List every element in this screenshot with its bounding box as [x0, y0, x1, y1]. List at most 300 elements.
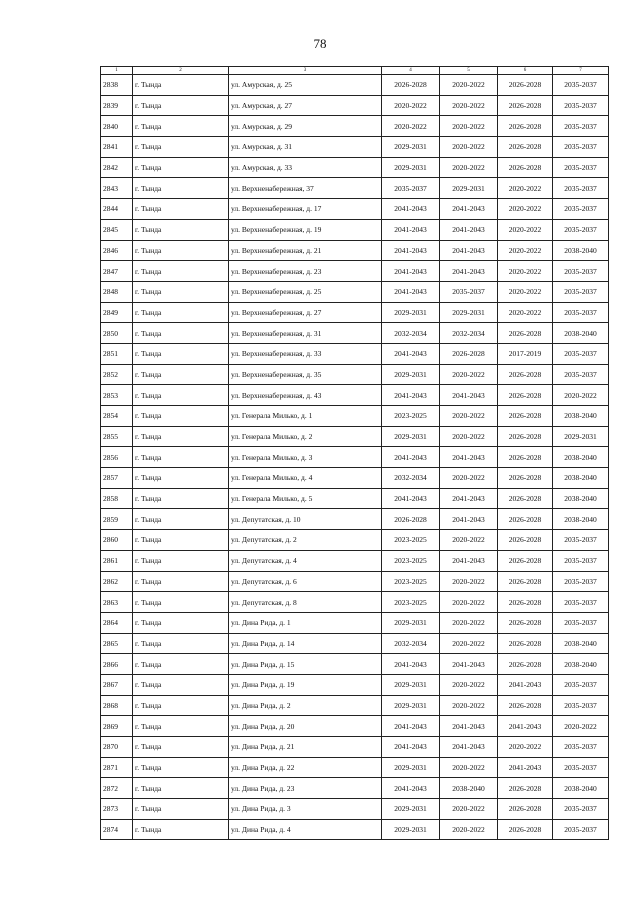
- period-cell: 2026-2028: [498, 426, 553, 447]
- period-cell: 2035-2037: [553, 612, 609, 633]
- period-cell: 2041-2043: [382, 716, 440, 737]
- housing-schedule-table: [100, 66, 609, 840]
- city-cell: г. Тында: [133, 633, 229, 654]
- address-cell: ул. Дина Рида, д. 4: [229, 819, 382, 840]
- city-cell: г. Тында: [133, 178, 229, 199]
- row-number: 2857: [101, 468, 133, 489]
- period-cell: 2035-2037: [553, 819, 609, 840]
- row-number: 2854: [101, 406, 133, 427]
- period-cell: 2026-2028: [382, 509, 440, 530]
- row-number: 2871: [101, 757, 133, 778]
- row-number: 2841: [101, 137, 133, 158]
- period-cell: 2020-2022: [553, 385, 609, 406]
- period-cell: 2020-2022: [440, 364, 498, 385]
- period-cell: 2038-2040: [553, 654, 609, 675]
- period-cell: 2026-2028: [498, 592, 553, 613]
- period-cell: 2020-2022: [440, 426, 498, 447]
- period-cell: 2020-2022: [440, 95, 498, 116]
- period-cell: 2020-2022: [498, 302, 553, 323]
- period-cell: 2029-2031: [440, 178, 498, 199]
- address-cell: ул. Верхненабережная, д. 17: [229, 199, 382, 220]
- period-cell: 2035-2037: [553, 364, 609, 385]
- row-number: 2849: [101, 302, 133, 323]
- city-cell: г. Тында: [133, 674, 229, 695]
- city-cell: г. Тында: [133, 323, 229, 344]
- period-cell: 2029-2031: [382, 302, 440, 323]
- address-cell: ул. Верхненабережная, д. 31: [229, 323, 382, 344]
- period-cell: 2038-2040: [553, 633, 609, 654]
- city-cell: г. Тында: [133, 612, 229, 633]
- period-cell: 2038-2040: [553, 323, 609, 344]
- period-cell: 2041-2043: [440, 385, 498, 406]
- row-number: 2872: [101, 778, 133, 799]
- address-cell: ул. Дина Рида, д. 15: [229, 654, 382, 675]
- period-cell: 2035-2037: [553, 137, 609, 158]
- city-cell: г. Тында: [133, 571, 229, 592]
- table-row: [101, 530, 609, 551]
- address-cell: ул. Генерала Милько, д. 1: [229, 406, 382, 427]
- table-row: [101, 281, 609, 302]
- table-row: [101, 488, 609, 509]
- period-cell: 2041-2043: [382, 261, 440, 282]
- address-cell: ул. Верхненабережная, д. 27: [229, 302, 382, 323]
- address-cell: ул. Дина Рида, д. 14: [229, 633, 382, 654]
- city-cell: г. Тында: [133, 426, 229, 447]
- period-cell: 2041-2043: [382, 281, 440, 302]
- city-cell: г. Тында: [133, 695, 229, 716]
- column-number: 1: [101, 67, 133, 75]
- row-number: 2844: [101, 199, 133, 220]
- period-cell: 2041-2043: [382, 343, 440, 364]
- period-cell: 2035-2037: [553, 674, 609, 695]
- period-cell: 2026-2028: [498, 137, 553, 158]
- period-cell: 2041-2043: [382, 219, 440, 240]
- row-number: 2847: [101, 261, 133, 282]
- row-number: 2858: [101, 488, 133, 509]
- period-cell: 2035-2037: [553, 302, 609, 323]
- period-cell: 2035-2037: [553, 219, 609, 240]
- city-cell: г. Тында: [133, 819, 229, 840]
- row-number: 2869: [101, 716, 133, 737]
- period-cell: 2020-2022: [440, 530, 498, 551]
- period-cell: 2026-2028: [498, 488, 553, 509]
- period-cell: 2035-2037: [382, 178, 440, 199]
- period-cell: 2029-2031: [382, 695, 440, 716]
- table-row: [101, 116, 609, 137]
- city-cell: г. Тында: [133, 509, 229, 530]
- city-cell: г. Тында: [133, 799, 229, 820]
- period-cell: 2026-2028: [498, 116, 553, 137]
- column-number-header: [101, 67, 609, 75]
- period-cell: 2026-2028: [498, 778, 553, 799]
- period-cell: 2017-2019: [498, 343, 553, 364]
- period-cell: 2020-2022: [498, 737, 553, 758]
- period-cell: 2026-2028: [498, 364, 553, 385]
- table-row: [101, 323, 609, 344]
- period-cell: 2035-2037: [440, 281, 498, 302]
- column-number: 5: [440, 67, 498, 75]
- row-number: 2868: [101, 695, 133, 716]
- row-number: 2863: [101, 592, 133, 613]
- period-cell: 2026-2028: [498, 530, 553, 551]
- table-row: [101, 819, 609, 840]
- page-number: 78: [313, 36, 327, 51]
- period-cell: 2041-2043: [440, 654, 498, 675]
- row-number: 2874: [101, 819, 133, 840]
- period-cell: 2041-2043: [440, 199, 498, 220]
- table-row: [101, 550, 609, 571]
- period-cell: 2041-2043: [498, 674, 553, 695]
- city-cell: г. Тында: [133, 157, 229, 178]
- period-cell: 2035-2037: [553, 199, 609, 220]
- city-cell: г. Тында: [133, 364, 229, 385]
- period-cell: 2020-2022: [498, 199, 553, 220]
- city-cell: г. Тында: [133, 447, 229, 468]
- period-cell: 2023-2025: [382, 550, 440, 571]
- table-row: [101, 302, 609, 323]
- address-cell: ул. Дина Рида, д. 21: [229, 737, 382, 758]
- row-number: 2842: [101, 157, 133, 178]
- address-cell: ул. Дина Рида, д. 2: [229, 695, 382, 716]
- period-cell: 2041-2043: [440, 219, 498, 240]
- period-cell: 2035-2037: [553, 695, 609, 716]
- city-cell: г. Тында: [133, 757, 229, 778]
- city-cell: г. Тында: [133, 385, 229, 406]
- period-cell: 2035-2037: [553, 757, 609, 778]
- period-cell: 2020-2022: [382, 95, 440, 116]
- address-cell: ул. Дина Рида, д. 22: [229, 757, 382, 778]
- city-cell: г. Тында: [133, 778, 229, 799]
- address-cell: ул. Дина Рида, д. 19: [229, 674, 382, 695]
- address-cell: ул. Депутатская, д. 8: [229, 592, 382, 613]
- row-number: 2859: [101, 509, 133, 530]
- city-cell: г. Тында: [133, 550, 229, 571]
- table-row: [101, 364, 609, 385]
- period-cell: 2023-2025: [382, 530, 440, 551]
- period-cell: 2035-2037: [553, 530, 609, 551]
- period-cell: 2029-2031: [382, 674, 440, 695]
- period-cell: 2041-2043: [440, 509, 498, 530]
- period-cell: 2038-2040: [553, 488, 609, 509]
- period-cell: 2041-2043: [440, 240, 498, 261]
- row-number: 2851: [101, 343, 133, 364]
- period-cell: 2035-2037: [553, 95, 609, 116]
- column-number: 6: [498, 67, 553, 75]
- table-body: [101, 75, 609, 840]
- table-row: [101, 468, 609, 489]
- table-row: [101, 695, 609, 716]
- row-number: 2861: [101, 550, 133, 571]
- row-number: 2850: [101, 323, 133, 344]
- period-cell: 2038-2040: [553, 778, 609, 799]
- period-cell: 2020-2022: [498, 240, 553, 261]
- period-cell: 2020-2022: [440, 592, 498, 613]
- row-number: 2860: [101, 530, 133, 551]
- city-cell: г. Тында: [133, 137, 229, 158]
- table-row: [101, 716, 609, 737]
- period-cell: 2020-2022: [440, 799, 498, 820]
- column-number: 3: [229, 67, 382, 75]
- period-cell: 2038-2040: [553, 447, 609, 468]
- period-cell: 2041-2043: [440, 716, 498, 737]
- table-row: [101, 737, 609, 758]
- table-row: [101, 157, 609, 178]
- row-number: 2867: [101, 674, 133, 695]
- period-cell: 2020-2022: [498, 219, 553, 240]
- period-cell: 2035-2037: [553, 157, 609, 178]
- column-number: 4: [382, 67, 440, 75]
- period-cell: 2041-2043: [440, 261, 498, 282]
- city-cell: г. Тында: [133, 592, 229, 613]
- table-row: [101, 757, 609, 778]
- row-number: 2839: [101, 95, 133, 116]
- period-cell: 2020-2022: [440, 75, 498, 96]
- address-cell: ул. Верхненабережная, д. 33: [229, 343, 382, 364]
- period-cell: 2020-2022: [440, 819, 498, 840]
- period-cell: 2020-2022: [440, 633, 498, 654]
- period-cell: 2041-2043: [382, 199, 440, 220]
- address-cell: ул. Верхненабережная, 37: [229, 178, 382, 199]
- period-cell: 2035-2037: [553, 261, 609, 282]
- period-cell: 2026-2028: [498, 654, 553, 675]
- period-cell: 2026-2028: [440, 343, 498, 364]
- period-cell: 2026-2028: [498, 95, 553, 116]
- period-cell: 2041-2043: [382, 737, 440, 758]
- table-row: [101, 612, 609, 633]
- table-row: [101, 447, 609, 468]
- period-cell: 2041-2043: [440, 488, 498, 509]
- period-cell: 2026-2028: [498, 406, 553, 427]
- period-cell: 2029-2031: [382, 757, 440, 778]
- address-cell: ул. Генерала Милько, д. 3: [229, 447, 382, 468]
- period-cell: 2026-2028: [498, 75, 553, 96]
- period-cell: 2035-2037: [553, 116, 609, 137]
- period-cell: 2041-2043: [382, 778, 440, 799]
- period-cell: 2020-2022: [440, 571, 498, 592]
- period-cell: 2032-2034: [382, 468, 440, 489]
- period-cell: 2020-2022: [498, 261, 553, 282]
- period-cell: 2020-2022: [440, 468, 498, 489]
- period-cell: 2020-2022: [440, 157, 498, 178]
- period-cell: 2038-2040: [553, 406, 609, 427]
- period-cell: 2026-2028: [498, 468, 553, 489]
- table-row: [101, 778, 609, 799]
- address-cell: ул. Амурская, д. 31: [229, 137, 382, 158]
- period-cell: 2041-2043: [382, 447, 440, 468]
- row-number: 2846: [101, 240, 133, 261]
- period-cell: 2026-2028: [498, 509, 553, 530]
- address-cell: ул. Генерала Милько, д. 4: [229, 468, 382, 489]
- period-cell: 2023-2025: [382, 571, 440, 592]
- address-cell: ул. Генерала Милько, д. 5: [229, 488, 382, 509]
- period-cell: 2041-2043: [382, 654, 440, 675]
- period-cell: 2032-2034: [382, 323, 440, 344]
- row-number: 2855: [101, 426, 133, 447]
- period-cell: 2026-2028: [498, 819, 553, 840]
- period-cell: 2029-2031: [553, 426, 609, 447]
- period-cell: 2029-2031: [382, 612, 440, 633]
- period-cell: 2023-2025: [382, 406, 440, 427]
- address-cell: ул. Верхненабережная, д. 23: [229, 261, 382, 282]
- period-cell: 2020-2022: [440, 757, 498, 778]
- city-cell: г. Тында: [133, 343, 229, 364]
- period-cell: 2020-2022: [440, 116, 498, 137]
- period-cell: 2020-2022: [440, 406, 498, 427]
- period-cell: 2041-2043: [382, 240, 440, 261]
- period-cell: 2029-2031: [440, 302, 498, 323]
- table-row: [101, 385, 609, 406]
- period-cell: 2035-2037: [553, 592, 609, 613]
- column-number: 2: [133, 67, 229, 75]
- period-cell: 2026-2028: [498, 571, 553, 592]
- table-row: [101, 406, 609, 427]
- period-cell: 2020-2022: [440, 674, 498, 695]
- address-cell: ул. Верхненабережная, д. 21: [229, 240, 382, 261]
- period-cell: 2026-2028: [498, 612, 553, 633]
- period-cell: 2038-2040: [553, 468, 609, 489]
- city-cell: г. Тында: [133, 737, 229, 758]
- address-cell: ул. Верхненабережная, д. 43: [229, 385, 382, 406]
- city-cell: г. Тында: [133, 281, 229, 302]
- address-cell: ул. Амурская, д. 33: [229, 157, 382, 178]
- address-cell: ул. Амурская, д. 29: [229, 116, 382, 137]
- city-cell: г. Тында: [133, 716, 229, 737]
- address-cell: ул. Верхненабережная, д. 35: [229, 364, 382, 385]
- period-cell: 2026-2028: [498, 695, 553, 716]
- table-row: [101, 178, 609, 199]
- city-cell: г. Тында: [133, 406, 229, 427]
- table-row: [101, 343, 609, 364]
- row-number: 2870: [101, 737, 133, 758]
- city-cell: г. Тында: [133, 95, 229, 116]
- city-cell: г. Тында: [133, 240, 229, 261]
- period-cell: 2029-2031: [382, 426, 440, 447]
- address-cell: ул. Депутатская, д. 2: [229, 530, 382, 551]
- table-row: [101, 592, 609, 613]
- address-cell: ул. Дина Рида, д. 3: [229, 799, 382, 820]
- period-cell: 2020-2022: [440, 137, 498, 158]
- period-cell: 2041-2043: [498, 716, 553, 737]
- period-cell: 2032-2034: [440, 323, 498, 344]
- table-row: [101, 654, 609, 675]
- period-cell: 2029-2031: [382, 364, 440, 385]
- row-number: 2873: [101, 799, 133, 820]
- period-cell: 2041-2043: [382, 385, 440, 406]
- period-cell: 2026-2028: [498, 157, 553, 178]
- table-row: [101, 240, 609, 261]
- city-cell: г. Тында: [133, 530, 229, 551]
- table-row: [101, 426, 609, 447]
- city-cell: г. Тында: [133, 488, 229, 509]
- row-number: 2843: [101, 178, 133, 199]
- table-row: [101, 799, 609, 820]
- period-cell: 2026-2028: [498, 385, 553, 406]
- address-cell: ул. Дина Рида, д. 1: [229, 612, 382, 633]
- table-row: [101, 75, 609, 96]
- address-cell: ул. Верхненабережная, д. 19: [229, 219, 382, 240]
- address-cell: ул. Амурская, д. 27: [229, 95, 382, 116]
- period-cell: 2035-2037: [553, 571, 609, 592]
- row-number: 2865: [101, 633, 133, 654]
- address-cell: ул. Депутатская, д. 10: [229, 509, 382, 530]
- table-row: [101, 509, 609, 530]
- address-cell: ул. Дина Рида, д. 20: [229, 716, 382, 737]
- row-number: 2862: [101, 571, 133, 592]
- address-cell: ул. Депутатская, д. 6: [229, 571, 382, 592]
- table-row: [101, 571, 609, 592]
- city-cell: г. Тында: [133, 654, 229, 675]
- period-cell: 2035-2037: [553, 178, 609, 199]
- period-cell: 2041-2043: [440, 550, 498, 571]
- address-cell: ул. Генерала Милько, д. 2: [229, 426, 382, 447]
- period-cell: 2026-2028: [382, 75, 440, 96]
- city-cell: г. Тында: [133, 116, 229, 137]
- city-cell: г. Тында: [133, 219, 229, 240]
- row-number: 2856: [101, 447, 133, 468]
- period-cell: 2035-2037: [553, 343, 609, 364]
- period-cell: 2020-2022: [440, 612, 498, 633]
- row-number: 2840: [101, 116, 133, 137]
- row-number: 2852: [101, 364, 133, 385]
- period-cell: 2029-2031: [382, 137, 440, 158]
- table-row: [101, 137, 609, 158]
- period-cell: 2026-2028: [498, 323, 553, 344]
- table-row: [101, 219, 609, 240]
- column-number: 7: [553, 67, 609, 75]
- period-cell: 2035-2037: [553, 799, 609, 820]
- period-cell: 2038-2040: [440, 778, 498, 799]
- row-number: 2845: [101, 219, 133, 240]
- period-cell: 2026-2028: [498, 550, 553, 571]
- period-cell: 2035-2037: [553, 550, 609, 571]
- period-cell: 2038-2040: [553, 509, 609, 530]
- period-cell: 2029-2031: [382, 819, 440, 840]
- period-cell: 2029-2031: [382, 157, 440, 178]
- table-row: [101, 633, 609, 654]
- period-cell: 2035-2037: [553, 75, 609, 96]
- period-cell: 2023-2025: [382, 592, 440, 613]
- table-row: [101, 261, 609, 282]
- period-cell: 2026-2028: [498, 633, 553, 654]
- period-cell: 2020-2022: [553, 716, 609, 737]
- city-cell: г. Тында: [133, 75, 229, 96]
- period-cell: 2020-2022: [440, 695, 498, 716]
- table-row: [101, 199, 609, 220]
- row-number: 2866: [101, 654, 133, 675]
- row-number: 2848: [101, 281, 133, 302]
- period-cell: 2020-2022: [498, 178, 553, 199]
- period-cell: 2041-2043: [440, 737, 498, 758]
- row-number: 2864: [101, 612, 133, 633]
- address-cell: ул. Дина Рида, д. 23: [229, 778, 382, 799]
- period-cell: 2020-2022: [382, 116, 440, 137]
- period-cell: 2035-2037: [553, 281, 609, 302]
- period-cell: 2020-2022: [498, 281, 553, 302]
- address-cell: ул. Депутатская, д. 4: [229, 550, 382, 571]
- period-cell: 2026-2028: [498, 799, 553, 820]
- table-row: [101, 674, 609, 695]
- city-cell: г. Тында: [133, 302, 229, 323]
- period-cell: 2038-2040: [553, 240, 609, 261]
- table-row: [101, 95, 609, 116]
- city-cell: г. Тында: [133, 468, 229, 489]
- period-cell: 2032-2034: [382, 633, 440, 654]
- city-cell: г. Тында: [133, 261, 229, 282]
- period-cell: 2041-2043: [498, 757, 553, 778]
- address-cell: ул. Амурская, д. 25: [229, 75, 382, 96]
- row-number: 2838: [101, 75, 133, 96]
- address-cell: ул. Верхненабережная, д. 25: [229, 281, 382, 302]
